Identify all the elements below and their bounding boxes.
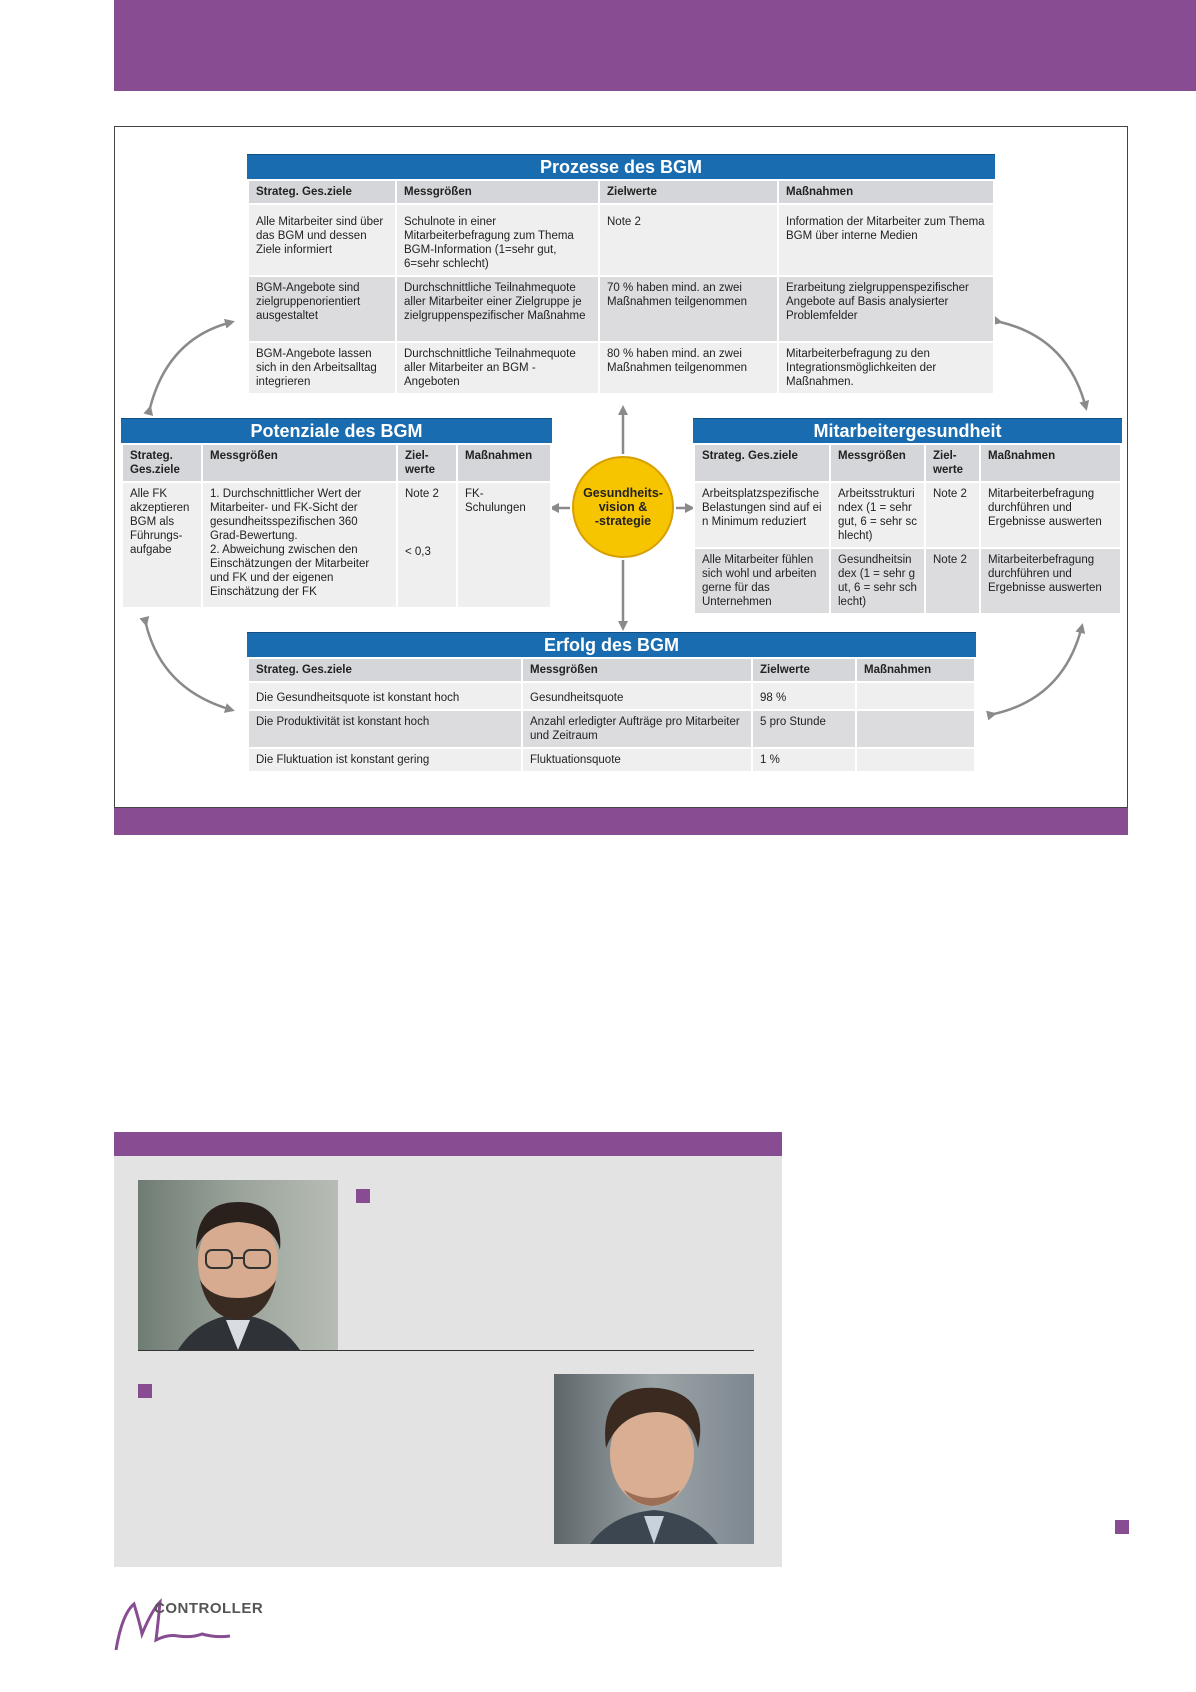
table-cell: 98 % bbox=[752, 682, 856, 710]
col-header: Ziel-werte bbox=[397, 444, 457, 482]
table-cell: Alle FK akzeptieren BGM als Führungs-aufgabe bbox=[122, 482, 202, 608]
table-cell: FK-Schulungen bbox=[457, 482, 551, 608]
author-divider bbox=[138, 1350, 754, 1351]
table-cell: Schulnote in einer Mitarbeiterbefragung zum Thema BGM-Information (1=sehr gut, 6=sehr schlecht) bbox=[396, 204, 599, 276]
table-cell: Anzahl erledigter Aufträge pro Mitarbeiter und Zeitraum bbox=[522, 710, 752, 748]
table-cell bbox=[856, 748, 975, 772]
table-cell: Gesundheitsindex (1 = sehr gut, 6 = sehr schlecht) bbox=[830, 548, 925, 614]
table-cell bbox=[856, 710, 975, 748]
table-erfolg-title: Erfolg des BGM bbox=[247, 632, 976, 657]
col-header: Maßnahmen bbox=[856, 658, 975, 682]
table-cell: Erarbeitung zielgruppenspezifischer Angebote auf Basis analysierter Problemfelder bbox=[778, 276, 994, 342]
center-circle bbox=[572, 456, 674, 558]
table-cell: Durchschnittliche Teilnahmequote aller Mitarbeiter einer Zielgruppe je zielgruppenspezifischer Maßnahme bbox=[396, 276, 599, 342]
table-cell: 80 % haben mind. an zwei Maßnahmen teilgenommen bbox=[599, 342, 778, 394]
table-cell: Fluktuationsquote bbox=[522, 748, 752, 772]
table-cell: Die Fluktuation ist konstant gering bbox=[248, 748, 522, 772]
center-line-2: vision & bbox=[598, 500, 648, 514]
author-portrait-1 bbox=[138, 1180, 338, 1350]
table-cell: Mitarbeiterbefragung durchführen und Ergebnisse auswerten bbox=[980, 482, 1121, 548]
table-cell: BGM-Angebote lassen sich in den Arbeitsalltag integrieren bbox=[248, 342, 396, 394]
center-line-3: -strategie bbox=[594, 514, 652, 528]
table-row bbox=[248, 204, 994, 276]
table-prozesse bbox=[247, 154, 995, 395]
table-cell: Note 2 bbox=[925, 482, 980, 548]
col-header: Maßnahmen bbox=[980, 444, 1121, 482]
table-cell: 1 % bbox=[752, 748, 856, 772]
potenziale-target-2: < 0,3 bbox=[405, 546, 431, 558]
table-row bbox=[248, 710, 975, 748]
table-row bbox=[248, 342, 994, 394]
table-potenziale bbox=[121, 418, 552, 609]
col-header: Zielwerte bbox=[752, 658, 856, 682]
col-header: Messgrößen bbox=[202, 444, 397, 482]
table-cell: Arbeitsplatzspezifische Belastungen sind auf ein Minimum reduziert bbox=[694, 482, 830, 548]
col-header: Strateg. Ges.ziele bbox=[694, 444, 830, 482]
col-header: Strateg. Ges.ziele bbox=[248, 658, 522, 682]
table-cell: Arbeitsstrukturindex (1 = sehr gut, 6 = sehr schlecht) bbox=[830, 482, 925, 548]
table-cell bbox=[856, 682, 975, 710]
table-mitarbeitergesundheit bbox=[693, 418, 1122, 615]
table-cell: Die Produktivität ist konstant hoch bbox=[248, 710, 522, 748]
center-line-1: Gesundheits- bbox=[583, 486, 663, 500]
table-cell: Note 2 bbox=[925, 548, 980, 614]
table-cell: Information der Mitarbeiter zum Thema BGM über interne Medien bbox=[778, 204, 994, 276]
table-cell: Mitarbeiterbefragung zu den Integrationsmöglichkeiten der Maßnahmen. bbox=[778, 342, 994, 394]
table-cell: Die Gesundheitsquote ist konstant hoch bbox=[248, 682, 522, 710]
table-cell: BGM-Angebote sind zielgruppenorientiert ausgestaltet bbox=[248, 276, 396, 342]
table-prozesse-title: Prozesse des BGM bbox=[247, 154, 995, 179]
col-header: Strateg. Ges.ziele bbox=[122, 444, 202, 482]
table-erfolg bbox=[247, 632, 976, 773]
author-portrait-2 bbox=[554, 1374, 754, 1544]
col-header: Strateg. Ges.ziele bbox=[248, 180, 396, 204]
table-row bbox=[248, 682, 975, 710]
logo-text: CONTROLLER bbox=[154, 1600, 264, 1617]
table-row bbox=[122, 482, 551, 608]
table-cell: Alle Mitarbeiter fühlen sich wohl und arbeiten gerne für das Unternehmen bbox=[694, 548, 830, 614]
table-row bbox=[694, 482, 1121, 548]
potenziale-measure-2: 2. Abweichung zwischen den Einschätzungen der Mitarbeiter und FK und der eigenen Einschätzung der FK bbox=[210, 544, 370, 598]
col-header: Zielwerte bbox=[599, 180, 778, 204]
table-cell bbox=[397, 482, 457, 608]
potenziale-target-1: Note 2 bbox=[405, 488, 439, 500]
table-cell: 70 % haben mind. an zwei Maßnahmen teilgenommen bbox=[599, 276, 778, 342]
table-potenziale-title: Potenziale des BGM bbox=[121, 418, 552, 443]
col-header: Ziel-werte bbox=[925, 444, 980, 482]
author-box-header bbox=[114, 1132, 782, 1156]
col-header: Maßnahmen bbox=[778, 180, 994, 204]
col-header: Maßnahmen bbox=[457, 444, 551, 482]
author-photo-1 bbox=[138, 1180, 338, 1350]
table-cell: Alle Mitarbeiter sind über das BGM und dessen Ziele informiert bbox=[248, 204, 396, 276]
table-row bbox=[248, 748, 975, 772]
bullet-square bbox=[138, 1384, 152, 1398]
table-cell: Mitarbeiterbefragung durchführen und Ergebnisse auswerten bbox=[980, 548, 1121, 614]
table-cell: Durchschnittliche Teilnahmequote aller Mitarbeiter an BGM - Angeboten bbox=[396, 342, 599, 394]
table-cell: 5 pro Stunde bbox=[752, 710, 856, 748]
controller-magazin-logo bbox=[112, 1594, 262, 1654]
col-header: Messgrößen bbox=[522, 658, 752, 682]
potenziale-measure-1: 1. Durchschnittlicher Wert der Mitarbeiter- und FK-Sicht der gesundheitsspezifischen 360 Grad-Bewertung. bbox=[210, 488, 362, 542]
table-cell bbox=[202, 482, 397, 608]
table-cell: Note 2 bbox=[599, 204, 778, 276]
col-header: Messgrößen bbox=[396, 180, 599, 204]
table-mitarbeiter-title: Mitarbeitergesundheit bbox=[693, 418, 1122, 443]
bullet-square bbox=[356, 1189, 370, 1203]
bullet-square bbox=[1115, 1520, 1129, 1534]
author-photo-2 bbox=[554, 1374, 754, 1544]
table-cell: Gesundheitsquote bbox=[522, 682, 752, 710]
col-header: Messgrößen bbox=[830, 444, 925, 482]
table-row bbox=[694, 548, 1121, 614]
table-row bbox=[248, 276, 994, 342]
